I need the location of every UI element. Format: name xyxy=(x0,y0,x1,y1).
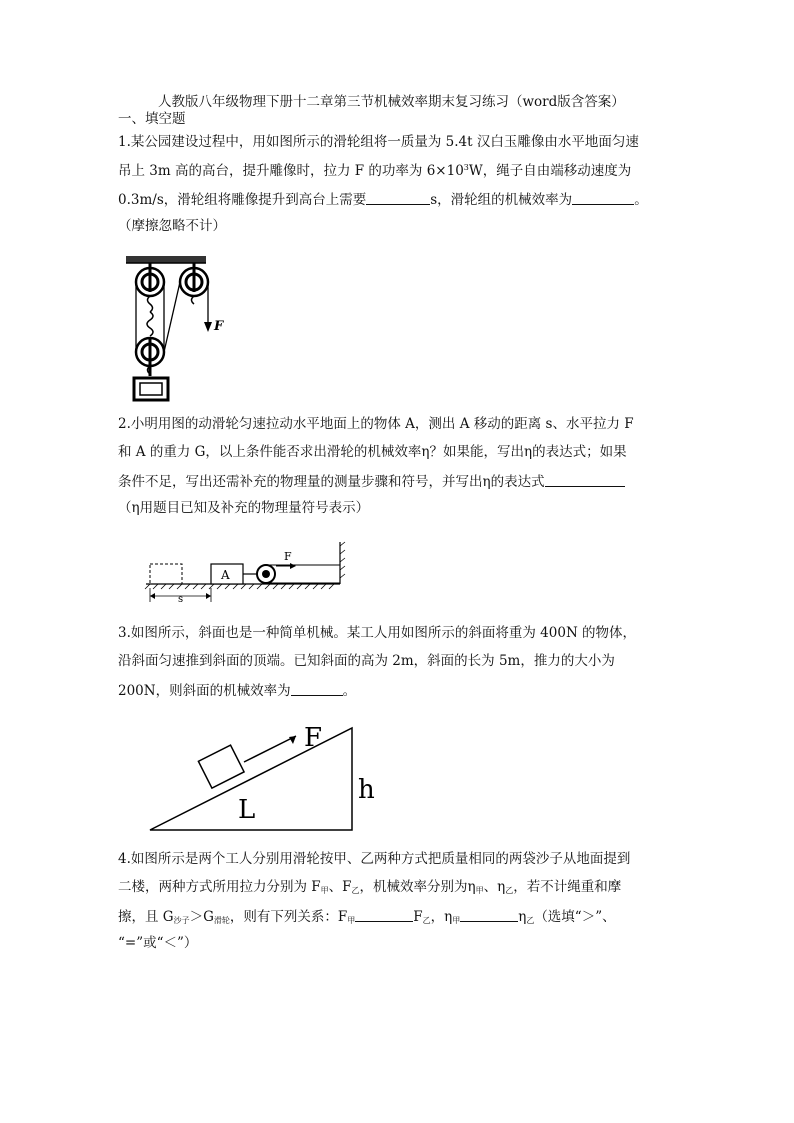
q1-line3-text-c: 。 xyxy=(634,192,648,208)
q4-sub-jia-1: 甲 xyxy=(320,886,329,895)
q3-efficiency-answer-blank[interactable] xyxy=(291,683,343,696)
q4-line2-e: ，若不计绳重和摩 xyxy=(513,879,622,895)
q4-sub-yi-3: 乙 xyxy=(422,916,431,925)
q4-sub-jia-4: 甲 xyxy=(452,916,461,925)
q4-line2-a: 二楼，两种方式所用拉力分别为 F xyxy=(118,879,321,895)
q2-line2: 和 A 的重力 G，以上条件能否求出滑轮的机械效率η？如果能，写出η的表达式；如果 xyxy=(118,444,627,460)
q4-line2-d: 、η xyxy=(483,879,506,895)
document-title: 人教版八年级物理下册十二章第三节机械效率期末复习练习（word版含答案） xyxy=(158,94,625,110)
q4-line3-b: ＞G xyxy=(189,909,214,925)
q1-line3-text-b: s，滑轮组的机械效率为 xyxy=(430,192,573,208)
block-start-position xyxy=(150,564,182,584)
q1-line2-text-b: W，绳子自由端移动速度为 xyxy=(468,163,632,179)
q1-line2-exponent: 3 xyxy=(463,163,469,172)
q2-horizontal-pulley-figure xyxy=(140,540,352,608)
q3-line1: 3.如图所示，斜面也是一种简单机械。某工人用如图所示的斜面将重为 400N 的物体， xyxy=(118,625,637,641)
q4-efficiency-compare-blank[interactable] xyxy=(460,909,518,922)
q4-line2-c: ，机械效率分别为η xyxy=(359,879,476,895)
q1-time-answer-blank[interactable] xyxy=(366,192,430,205)
q2-line3 xyxy=(118,474,625,490)
q3-height-label: h xyxy=(358,775,375,805)
q3-line3-text-b: 。 xyxy=(342,683,357,699)
q2-distance-label: s xyxy=(178,594,184,605)
q4-line3-d: F xyxy=(413,909,423,925)
q3-line2: 沿斜面匀速推到斜面的顶端。已知斜面的高为 2m，斜面的长为 5m，推力的大小为 xyxy=(118,653,615,669)
q3-length-label: L xyxy=(238,795,256,825)
q1-line3 xyxy=(118,192,648,208)
q1-line2-text-a: 吊上 3m 高的高台，提升雕像时，拉力 F 的功率为 6×10 xyxy=(118,163,464,179)
q3-force-label: F xyxy=(304,723,323,753)
q3-line3 xyxy=(118,683,356,699)
q1-line1: 1.某公园建设过程中，用如图所示的滑轮组将一质量为 5.4t 汉白玉雕像由水平地面匀速 xyxy=(118,134,639,150)
q2-answer-blank[interactable] xyxy=(545,474,625,487)
statue-load xyxy=(134,378,168,400)
q2-force-label: F xyxy=(284,550,292,563)
q1-line4: （摩擦忽略不计） xyxy=(118,218,226,234)
q1-line2 xyxy=(118,164,631,179)
q4-line3-a: 擦，且 G xyxy=(118,909,174,925)
q4-sub-jia-2: 甲 xyxy=(475,886,484,895)
incline-block xyxy=(198,745,244,788)
q4-sub-yi-1: 乙 xyxy=(351,886,360,895)
q4-force-compare-blank[interactable] xyxy=(355,909,413,922)
ceiling-hatch xyxy=(126,256,206,263)
q4-line3 xyxy=(118,909,616,925)
q4-line3-g: （选填“＞”、 xyxy=(534,909,616,925)
force-arrow-head xyxy=(204,322,212,332)
q4-line3-e: ，η xyxy=(430,909,453,925)
q4-sub-yi-4: 乙 xyxy=(526,916,535,925)
section-heading: 一、填空题 xyxy=(118,111,186,127)
q4-line3-f: η xyxy=(518,909,527,925)
q4-line4: “=”或“＜”） xyxy=(118,935,198,951)
q4-line3-c: ，则有下列关系：F xyxy=(229,909,348,925)
q3-incline-figure xyxy=(146,714,386,836)
q4-sub-sand: 沙子 xyxy=(173,916,190,925)
q1-force-label: F xyxy=(214,319,224,334)
q2-line4: （η用题目已知及补充的物理量符号表示） xyxy=(118,500,370,516)
q4-sub-jia-3: 甲 xyxy=(347,916,356,925)
q4-line2-b: 、F xyxy=(328,879,352,895)
q4-line1: 4.如图所示是两个工人分别用滑轮按甲、乙两种方式把质量相同的两袋沙子从地面提到 xyxy=(118,851,631,867)
q4-sub-yi-2: 乙 xyxy=(505,886,514,895)
q1-efficiency-answer-blank[interactable] xyxy=(572,192,634,205)
q4-line2 xyxy=(118,881,621,895)
q4-sub-pulley: 滑轮 xyxy=(213,916,230,925)
q3-line3-text-a: 200N，则斜面的机械效率为 xyxy=(118,683,291,699)
q1-line3-text-a: 0.3m/s，滑轮组将雕像提升到高台上需要 xyxy=(118,192,367,208)
q2-line3-text: 条件不足，写出还需补充的物理量的测量步骤和符号，并写出η的表达式 xyxy=(118,474,545,490)
q1-pulley-figure xyxy=(120,252,230,404)
q2-line1: 2.小明用图的动滑轮匀速拉动水平地面上的物体 A，测出 A 移动的距离 s、水平拉力 F xyxy=(118,416,634,432)
block-a-label: A xyxy=(221,568,230,582)
